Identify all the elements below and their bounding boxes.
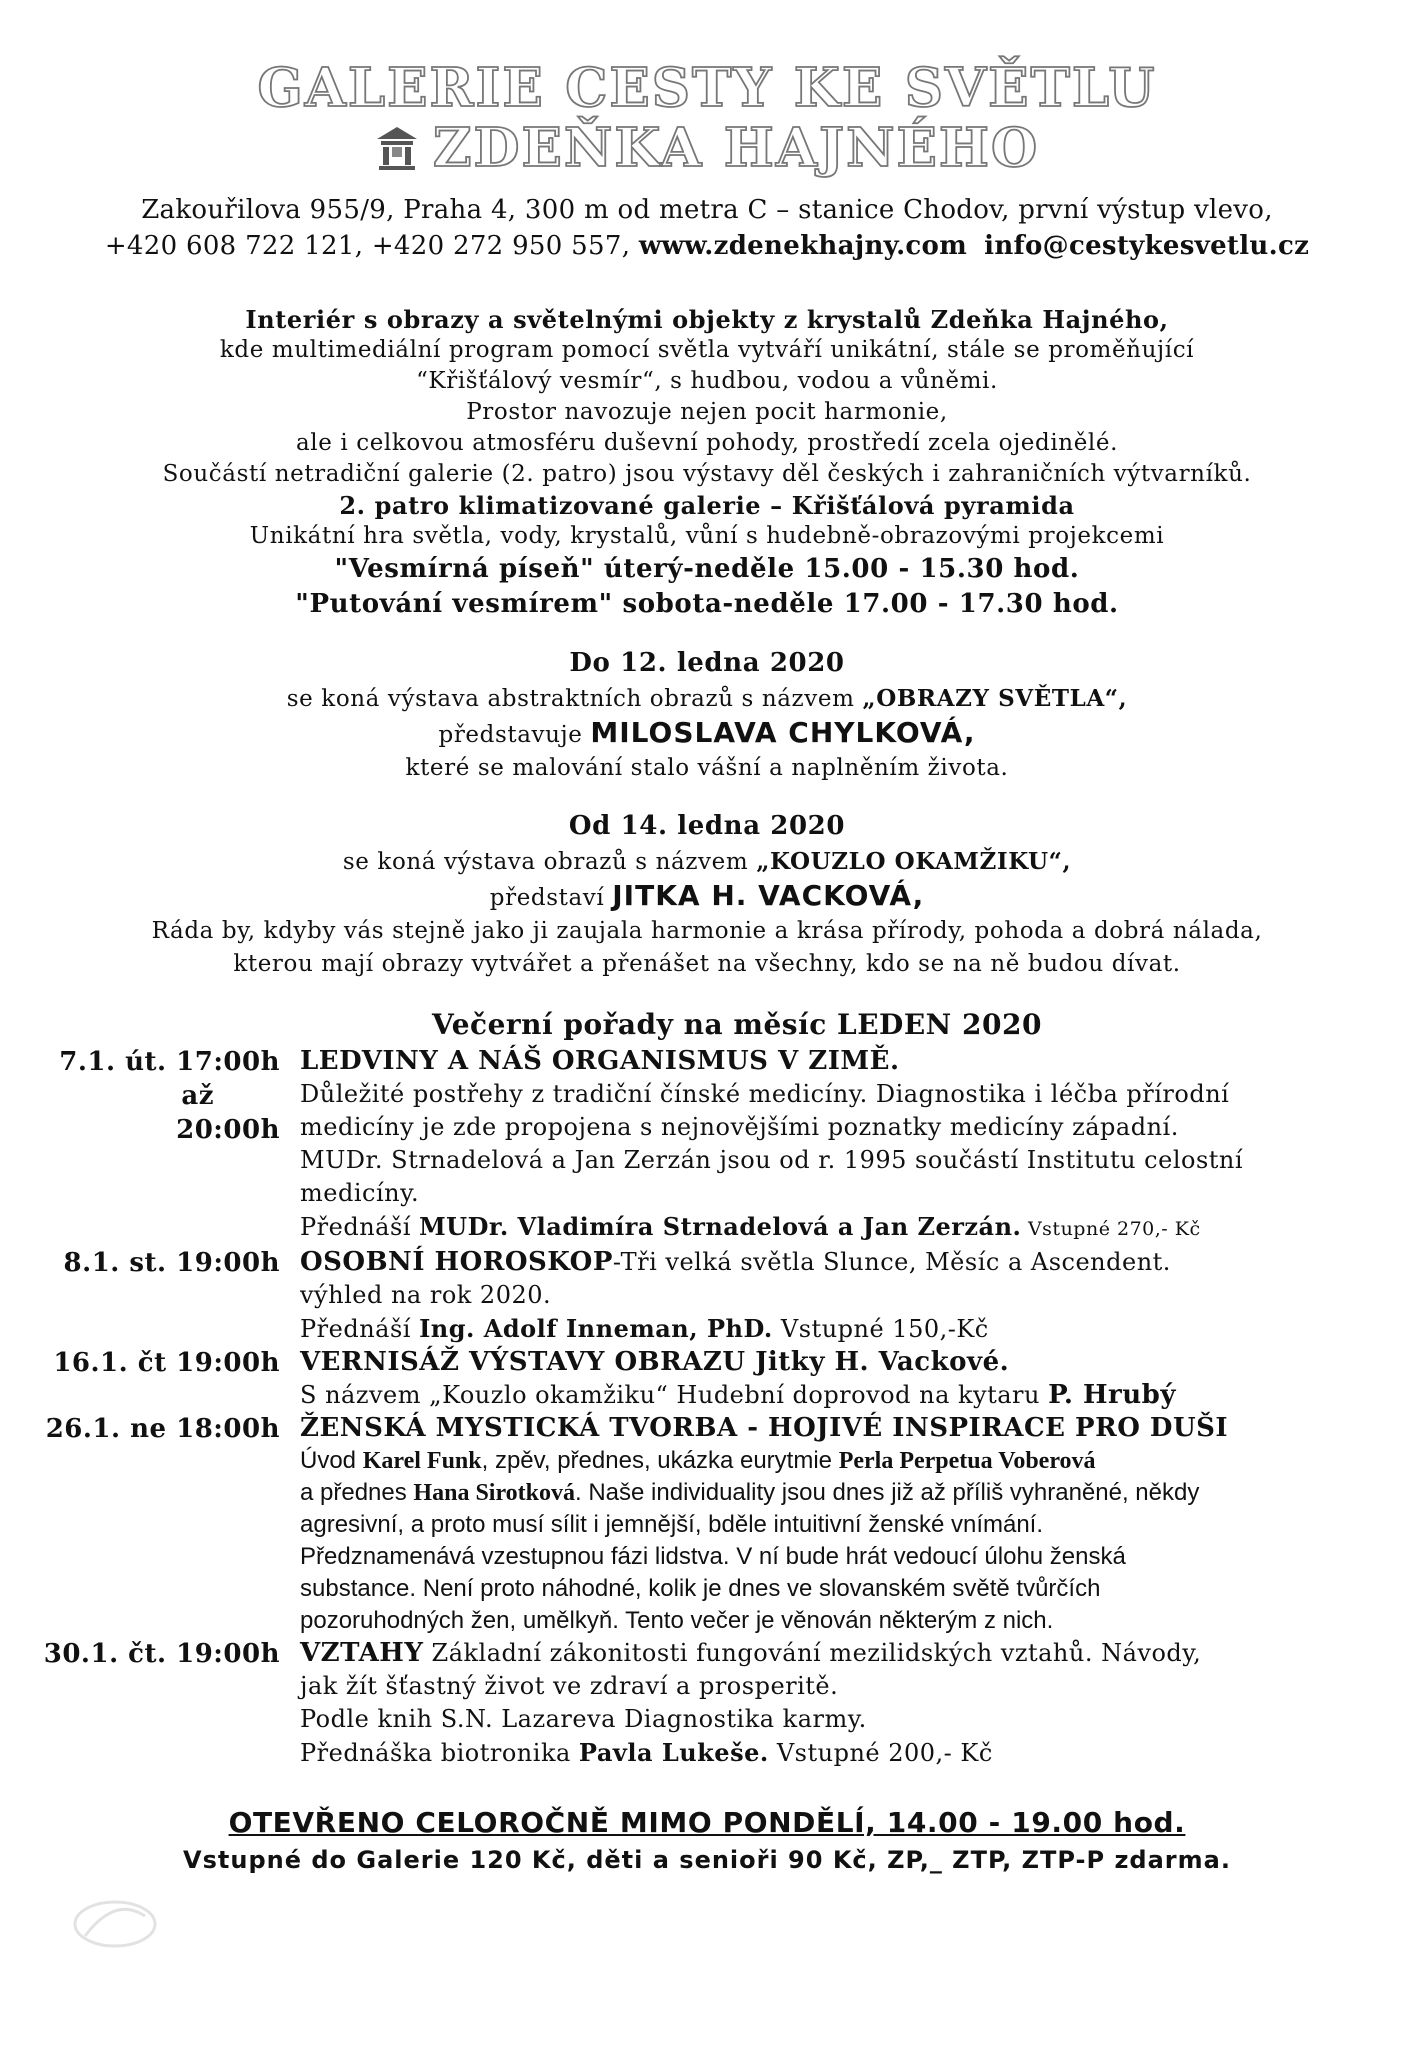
event-datetime-line: 7.1. út. 17:00h <box>59 1047 280 1077</box>
admission-fee: Vstupné do Galerie 120 Kč, děti a senioři 90 Kč, ZP,_ ZTP, ZTP-P zdarma. <box>183 1846 1231 1874</box>
event-line: substance. Není proto náhodné, kolik je dnes ve slovanském světě tvůrčích <box>300 1575 1101 1602</box>
event-line: agresivní, a proto musí sílit i jemnější, bděle intuitivní ženské vnímání. <box>300 1511 1044 1538</box>
intro-line: Součástí netradiční galerie (2. patro) jsou výstavy děl českých i zahraničních výtvarníků. <box>162 461 1252 487</box>
exhibition-title: „KOUZLO OKAMŽIKU“, <box>756 848 1072 875</box>
gallery-logo-icon <box>375 125 419 171</box>
address: Zakouřilova 955/9, Praha 4, 300 m od metra C – stanice Chodov, první výstup vlevo, <box>141 195 1273 225</box>
intro-line: kde multimediální program pomocí světla vytváří unikátní, stále se proměňující <box>219 337 1195 363</box>
watermark-logo-icon <box>70 1896 160 1952</box>
exhibition-intro <box>0 682 1414 716</box>
event-text: Přednáška biotronika <box>300 1739 579 1767</box>
exhibition-1 <box>0 644 1414 785</box>
event-text: S názvem „Kouzlo okamžiku“ Hudební doprovod na kytaru <box>300 1381 1049 1409</box>
website-link[interactable]: www.zdenekhajny.com <box>638 231 968 261</box>
event-line <box>300 1379 1360 1412</box>
event-title: ŽENSKÁ MYSTICKÁ TVORBA - HOJIVÉ INSPIRACE PRO DUŠI <box>300 1413 1229 1443</box>
event-line: výhled na rok 2020. <box>300 1281 552 1309</box>
phones: +420 608 722 121, +420 272 950 557, <box>104 231 631 261</box>
event-fee: Vstupné 200,- Kč <box>768 1739 993 1767</box>
event-datetime-line: až <box>181 1081 214 1111</box>
intro-line: Prostor navozuje nejen pocit harmonie, <box>466 399 948 425</box>
musician-name: P. Hrubý <box>1048 1380 1176 1410</box>
event-text: a přednes <box>300 1479 414 1506</box>
header <box>0 58 1414 178</box>
event-text: Přednáší <box>300 1213 420 1241</box>
exhibition-title: „OBRAZY SVĚTLA“, <box>862 685 1128 712</box>
event-datetime <box>0 1045 300 1246</box>
intro-line: “Křišťálový vesmír“, s hudbou, vodou a vůněmi. <box>416 368 998 394</box>
artist-name: JITKA H. VACKOVÁ, <box>612 879 925 912</box>
intro-line: ale i celkovou atmosféru duševní pohody, prostředí zcela ojedinělé. <box>295 430 1119 456</box>
performer-name: Karel Funk <box>362 1448 482 1474</box>
event-line: medicíny je zde propojena s nejnovějšími poznatky medicíny západní. <box>300 1113 1179 1141</box>
event-title: VERNISÁŽ VÝSTAVY OBRAZU Jitky H. Vackové. <box>300 1347 1010 1377</box>
pyramid-headline: 2. patro klimatizované galerie – Křišťálová pyramida <box>339 491 1075 520</box>
event-item <box>0 1246 1414 1346</box>
footer <box>0 1804 1414 1878</box>
lecturer-name: MUDr. Vladimíra Strnadelová a Jan Zerzán. <box>419 1212 1022 1241</box>
exhibition-text: představí <box>489 885 613 911</box>
exhibition-2 <box>0 807 1414 981</box>
artist-name: MILOSLAVA CHYLKOVÁ, <box>590 716 976 749</box>
exhibition-text: se koná výstava abstraktních obrazů s názvem <box>286 686 863 712</box>
email-link[interactable]: info@cestykesvetlu.cz <box>984 231 1310 261</box>
event-text: , zpěv, přednes, ukázka eurytmie <box>481 1447 839 1474</box>
event-line <box>300 1637 1360 1670</box>
event-item <box>0 1045 1414 1246</box>
show-schedule-2: "Putování vesmírem" sobota-neděle 17.00 - 17.30 hod. <box>295 589 1119 619</box>
event-line <box>300 1736 1360 1770</box>
exhibition-description: kterou mají obrazy vytvářet a přenášet na všechny, kdo se na ně budou dívat. <box>233 951 1181 977</box>
event-line <box>300 1445 1360 1477</box>
exhibition-date: Do 12. ledna 2020 <box>569 648 845 678</box>
event-title: OSOBNÍ HOROSKOP <box>300 1247 613 1277</box>
event-fee: Vstupné 270,- Kč <box>1021 1218 1201 1240</box>
show-schedule-1: "Vesmírná píseň" úterý-neděle 15.00 - 15.30 hod. <box>334 554 1080 584</box>
event-line: MUDr. Strnadelová a Jan Zerzán jsou od r. 1995 součástí Institutu celostní <box>300 1146 1244 1174</box>
intro-section <box>0 304 1414 622</box>
event-line <box>300 1246 1360 1279</box>
intro-line: Unikátní hra světla, vody, krystalů, vůní s hudebně-obrazovými projekcemi <box>249 523 1165 549</box>
contact-info <box>0 192 1414 264</box>
title-line-1: GALERIE CESTY KE SVĚTLU <box>257 57 1157 119</box>
event-item <box>0 1412 1414 1637</box>
event-text: Přednáší <box>300 1315 420 1343</box>
event-title: LEDVINY A NÁŠ ORGANISMUS V ZIMĚ. <box>300 1046 900 1076</box>
event-body <box>300 1412 1360 1637</box>
event-line: Předznamenává vzestupnou fázi lidstva. V ní bude hrát vedoucí úlohu ženská <box>300 1543 1126 1570</box>
exhibition-artist-line <box>0 716 1414 752</box>
event-line <box>300 1312 1360 1346</box>
event-datetime-line: 20:00h <box>176 1115 280 1145</box>
event-body <box>300 1246 1360 1346</box>
event-datetime: 26.1. ne 18:00h <box>45 1414 280 1444</box>
event-datetime: 8.1. st. 19:00h <box>63 1248 280 1278</box>
event-line: jak žít šťastný život ve zdraví a prosperitě. <box>300 1672 839 1700</box>
event-body <box>300 1637 1360 1770</box>
event-item <box>0 1346 1414 1412</box>
event-text: -Tři velká světla Slunce, Měsíc a Ascendent. <box>612 1248 1171 1276</box>
event-line: Důležité postřehy z tradiční čínské medicíny. Diagnostika i léčba přírodní <box>300 1080 1230 1108</box>
events-list <box>0 1045 1414 1770</box>
lecturer-name: Ing. Adolf Inneman, PhD. <box>419 1314 773 1343</box>
opening-hours: OTEVŘENO CELOROČNĚ MIMO PONDĚLÍ, 14.00 - 19.00 hod. <box>228 1806 1186 1839</box>
event-line: Podle knih S.N. Lazareva Diagnostika karmy. <box>300 1705 867 1733</box>
event-body <box>300 1346 1360 1412</box>
event-title: VZTAHY <box>300 1638 424 1668</box>
event-datetime: 16.1. čt 19:00h <box>53 1348 280 1378</box>
event-datetime: 30.1. čt. 19:00h <box>43 1639 280 1669</box>
event-item <box>0 1637 1414 1770</box>
exhibition-text: se koná výstava obrazů s názvem <box>342 849 757 875</box>
performer-name: Hana Sirotková <box>413 1480 576 1506</box>
exhibition-intro <box>0 845 1414 879</box>
exhibition-description: Ráda by, kdyby vás stejně jako ji zaujala harmonie a krása přírody, pohoda a dobrá nálada, <box>151 918 1263 944</box>
event-line: medicíny. <box>300 1179 420 1207</box>
event-line <box>300 1477 1360 1509</box>
exhibition-description: které se malování stalo vášní a naplněním života. <box>405 755 1009 781</box>
exhibition-text: představuje <box>438 722 591 748</box>
performer-name: Perla Perpetua Voberová <box>838 1448 1096 1474</box>
title-line-2: ZDEŇKA HAJNÉHO <box>432 117 1040 179</box>
exhibition-date: Od 14. ledna 2020 <box>568 811 846 841</box>
event-fee: Vstupné 150,-Kč <box>772 1315 989 1343</box>
event-line <box>300 1210 1360 1246</box>
event-text: Základní zákonitosti fungování mezilidských vztahů. Návody, <box>423 1639 1202 1667</box>
contact-line <box>0 228 1414 264</box>
event-text: Úvod <box>300 1447 363 1474</box>
lecturer-name: Pavla Lukeše. <box>578 1738 769 1767</box>
intro-headline: Interiér s obrazy a světelnými objekty z krystalů Zdeňka Hajného, <box>245 305 1169 334</box>
exhibition-artist-line <box>0 879 1414 915</box>
event-text: . Naše individuality jsou dnes již až příliš vyhraněné, někdy <box>575 1479 1200 1506</box>
program-title: Večerní pořady na měsíc LEDEN 2020 <box>432 1008 1042 1041</box>
title-line-2-row <box>0 118 1414 178</box>
event-line: pozoruhodných žen, umělkyň. Tento večer je věnován některým z nich. <box>300 1607 1054 1634</box>
event-body <box>300 1045 1360 1246</box>
